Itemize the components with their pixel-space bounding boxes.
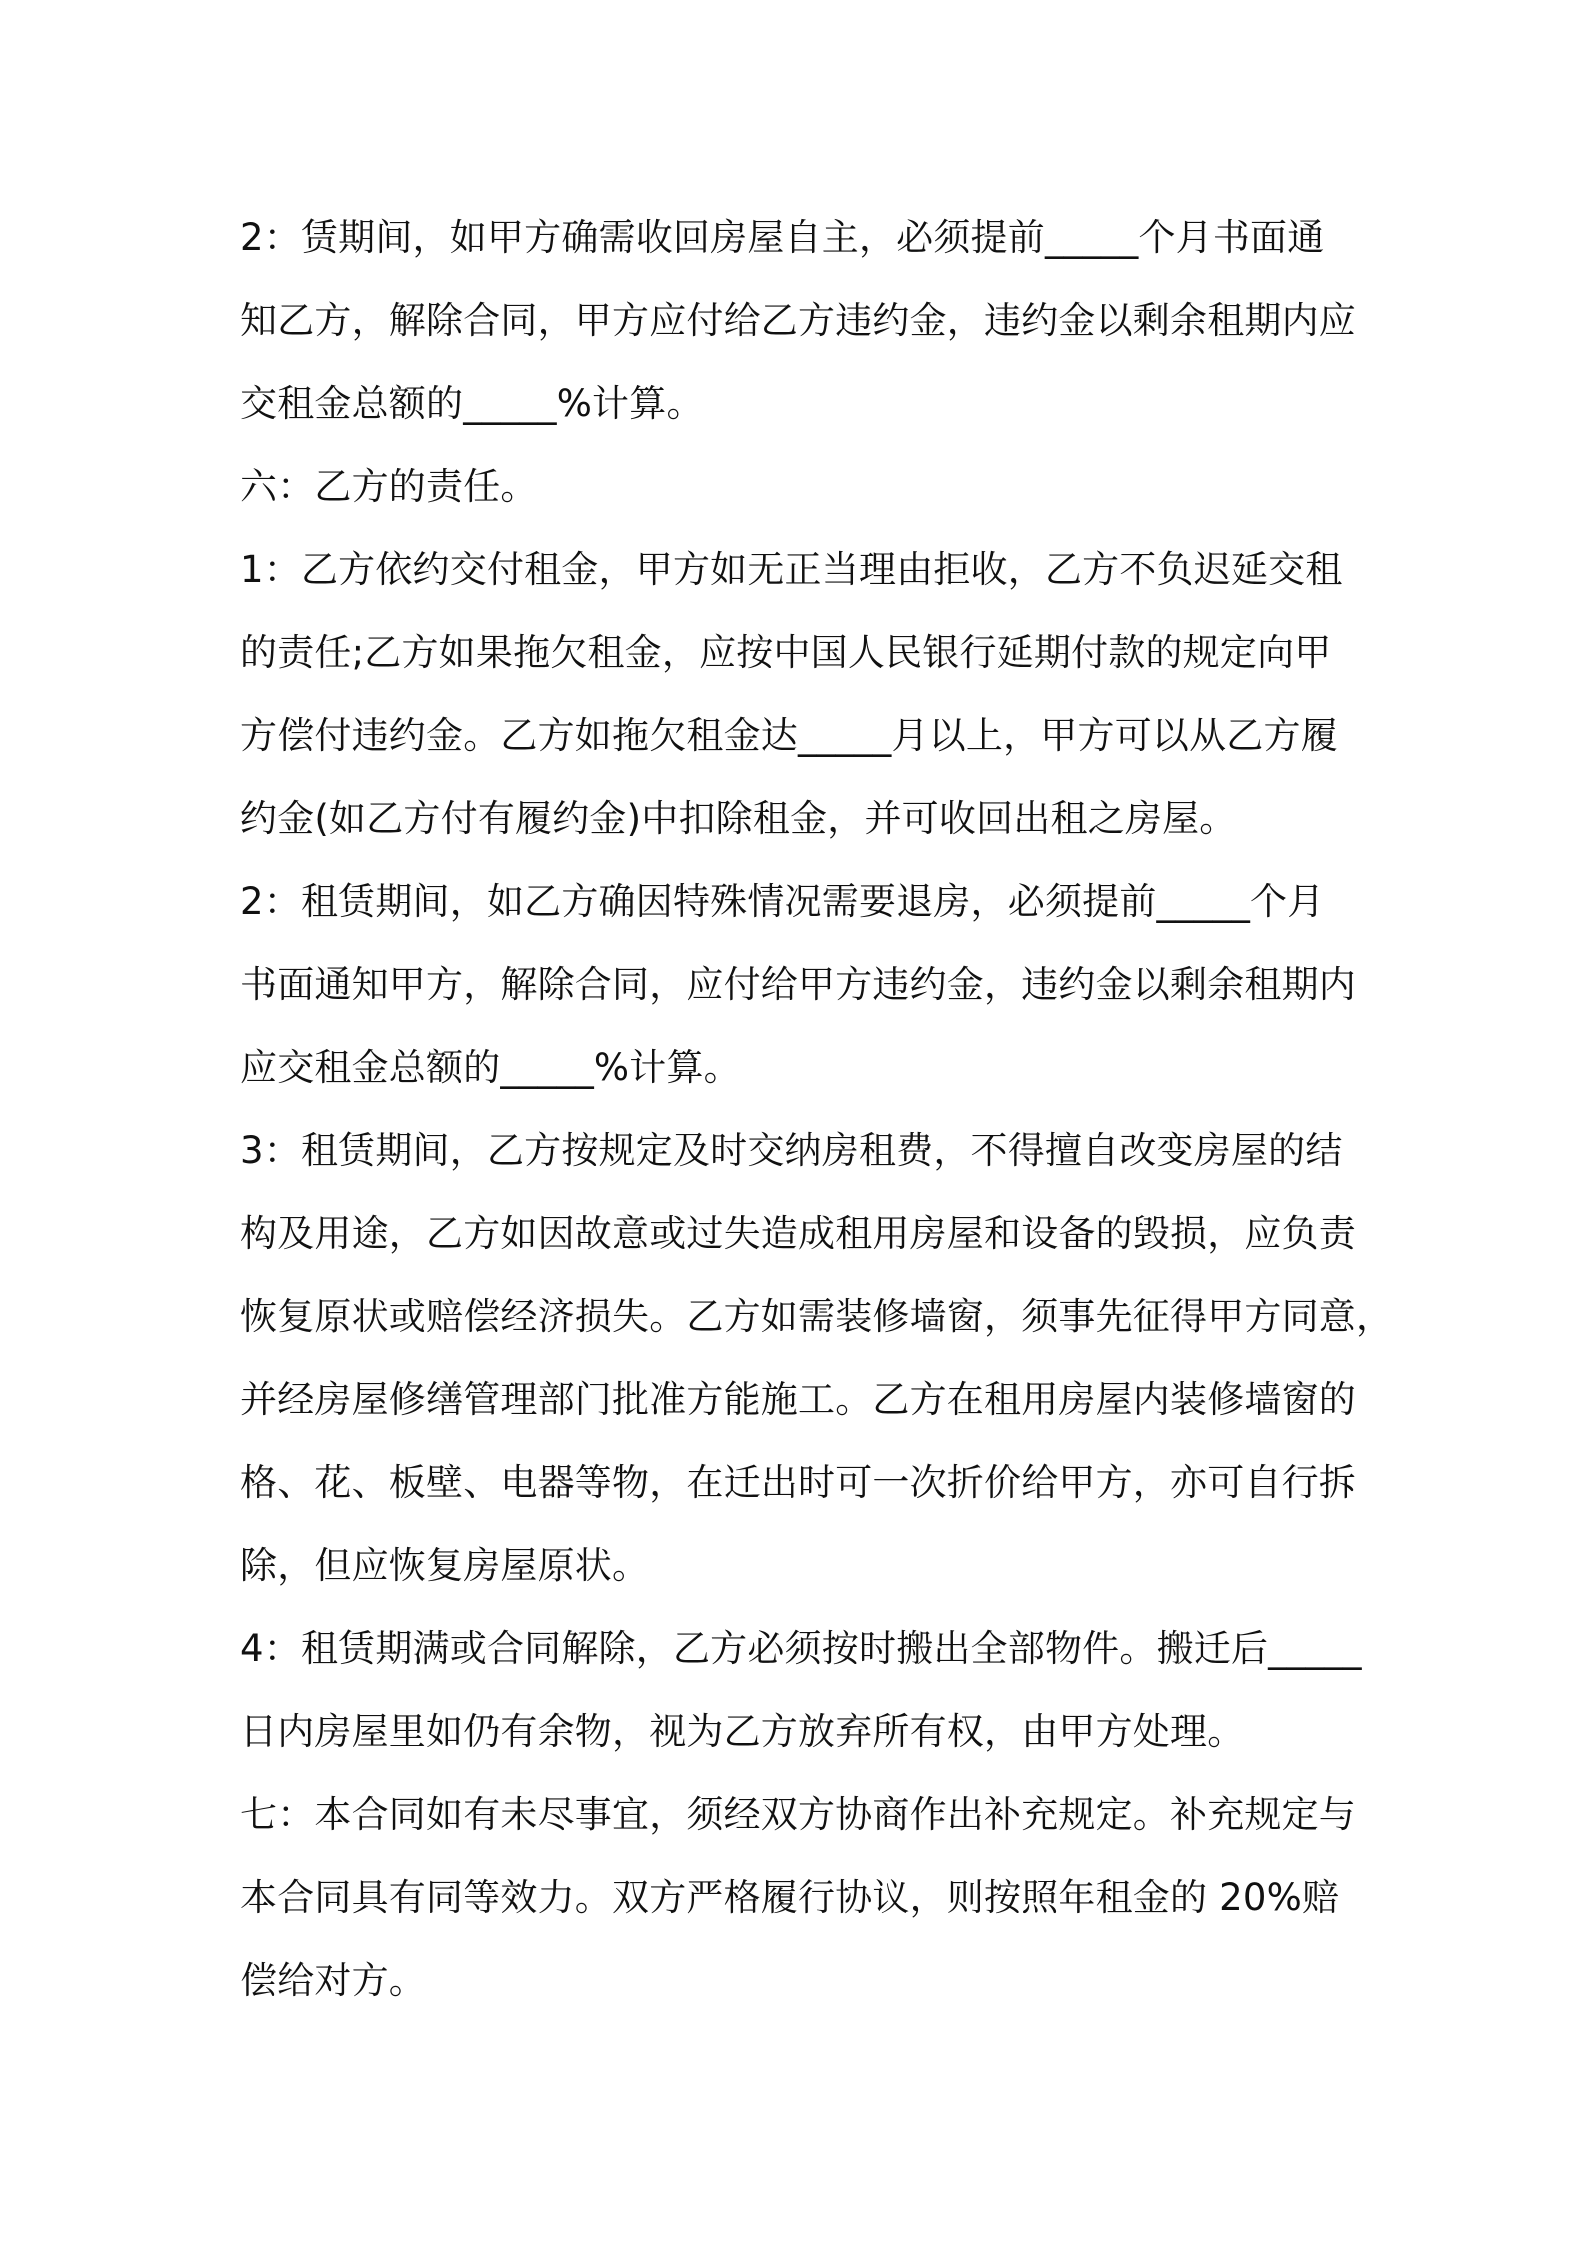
text-line: 方偿付违约金。乙方如拖欠租金达_____月以上，甲方可以从乙方履 bbox=[240, 714, 1338, 757]
text-line: 交租金总额的_____%计算。 bbox=[240, 382, 704, 425]
text-line: 七：本合同如有未尽事宜，须经双方协商作出补充规定。补充规定与 bbox=[240, 1793, 1356, 1836]
paragraph-supplementary-terms bbox=[240, 1773, 1360, 2022]
text-line: 六：乙方的责任。 bbox=[240, 465, 538, 508]
paragraph-move-out bbox=[240, 1607, 1360, 1773]
text-line: 并经房屋修缮管理部门批准方能施工。乙方在租用房屋内装修墙窗的 bbox=[240, 1378, 1356, 1421]
text-line: 本合同具有同等效力。双方严格履行协议，则按照年租金的 20%赔 bbox=[240, 1876, 1340, 1919]
text-line: 格、花、板壁、电器等物，在迁出时可一次折价给甲方，亦可自行拆 bbox=[240, 1461, 1356, 1504]
paragraph-tenant-early-termination bbox=[240, 860, 1360, 1109]
text-line: 恢复原状或赔偿经济损失。乙方如需装修墙窗，须事先征得甲方同意， bbox=[240, 1295, 1394, 1338]
section-heading-tenant-duties bbox=[240, 445, 1360, 528]
text-line: 知乙方，解除合同，甲方应付给乙方违约金，违约金以剩余租期内应 bbox=[240, 299, 1356, 342]
text-line: 2：租赁期间，如乙方确因特殊情况需要退房，必须提前_____个月 bbox=[240, 880, 1325, 923]
text-line: 日内房屋里如仍有余物，视为乙方放弃所有权，由甲方处理。 bbox=[240, 1710, 1245, 1753]
paragraph-landlord-early-termination bbox=[240, 196, 1360, 445]
text-line: 偿给对方。 bbox=[240, 1959, 426, 2002]
text-line: 4：租赁期满或合同解除，乙方必须按时搬出全部物件。搬迁后_____ bbox=[240, 1627, 1362, 1670]
text-line: 的责任;乙方如果拖欠租金，应按中国人民银行延期付款的规定向甲 bbox=[240, 631, 1332, 674]
text-line: 2：赁期间，如甲方确需收回房屋自主，必须提前_____个月书面通 bbox=[240, 216, 1325, 259]
text-line: 约金(如乙方付有履约金)中扣除租金，并可收回出租之房屋。 bbox=[240, 797, 1237, 840]
text-line: 应交租金总额的_____%计算。 bbox=[240, 1046, 741, 1089]
document-body bbox=[240, 196, 1394, 2022]
text-line: 书面通知甲方，解除合同，应付给甲方违约金，违约金以剩余租期内 bbox=[240, 963, 1356, 1006]
text-line: 1：乙方依约交付租金，甲方如无正当理由拒收，乙方不负迟延交租 bbox=[240, 548, 1343, 591]
paragraph-rent-payment bbox=[240, 528, 1360, 860]
text-line: 构及用途，乙方如因故意或过失造成租用房屋和设备的毁损，应负责 bbox=[240, 1212, 1356, 1255]
paragraph-property-use bbox=[240, 1109, 1394, 1607]
text-line: 除，但应恢复房屋原状。 bbox=[240, 1544, 650, 1587]
text-line: 3：租赁期间，乙方按规定及时交纳房租费，不得擅自改变房屋的结 bbox=[240, 1129, 1343, 1172]
